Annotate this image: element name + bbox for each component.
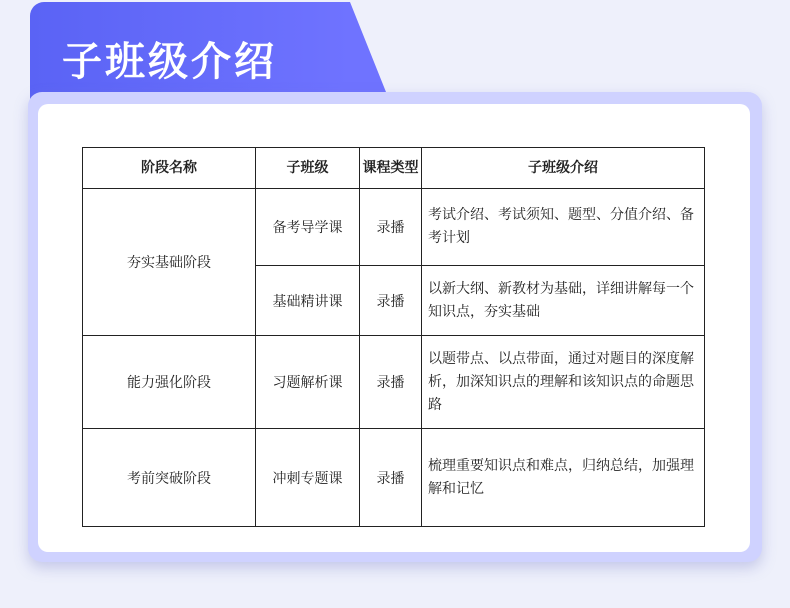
course-type-cell: 录播 — [360, 429, 422, 527]
class-table — [82, 147, 705, 527]
stage-name-cell: 夯实基础阶段 — [83, 189, 256, 336]
description-cell: 考试介绍、考试须知、题型、分值介绍、备考计划 — [422, 189, 705, 266]
header-stage-name: 阶段名称 — [83, 148, 256, 189]
sub-class-cell: 习题解析课 — [256, 336, 360, 429]
sub-class-cell: 基础精讲课 — [256, 266, 360, 336]
header-description: 子班级介绍 — [422, 148, 705, 189]
sub-class-cell: 备考导学课 — [256, 189, 360, 266]
table-header-row — [83, 148, 705, 189]
course-type-cell: 录播 — [360, 266, 422, 336]
description-cell: 以题带点、以点带面，通过对题目的深度解析，加深知识点的理解和该知识点的命题思路 — [422, 336, 705, 429]
description-cell: 以新大纲、新教材为基础，详细讲解每一个知识点，夯实基础 — [422, 266, 705, 336]
description-cell: 梳理重要知识点和难点，归纳总结，加强理解和记忆 — [422, 429, 705, 527]
sub-class-cell: 冲刺专题课 — [256, 429, 360, 527]
table-row — [83, 429, 705, 527]
course-type-cell: 录播 — [360, 189, 422, 266]
table-row — [83, 189, 705, 266]
page-title: 子班级介绍 — [62, 39, 277, 85]
course-type-cell: 录播 — [360, 336, 422, 429]
header-course-type: 课程类型 — [360, 148, 422, 189]
stage-name-cell: 能力强化阶段 — [83, 336, 256, 429]
stage-name-cell: 考前突破阶段 — [83, 429, 256, 527]
header-sub-class: 子班级 — [256, 148, 360, 189]
table-row — [83, 336, 705, 429]
